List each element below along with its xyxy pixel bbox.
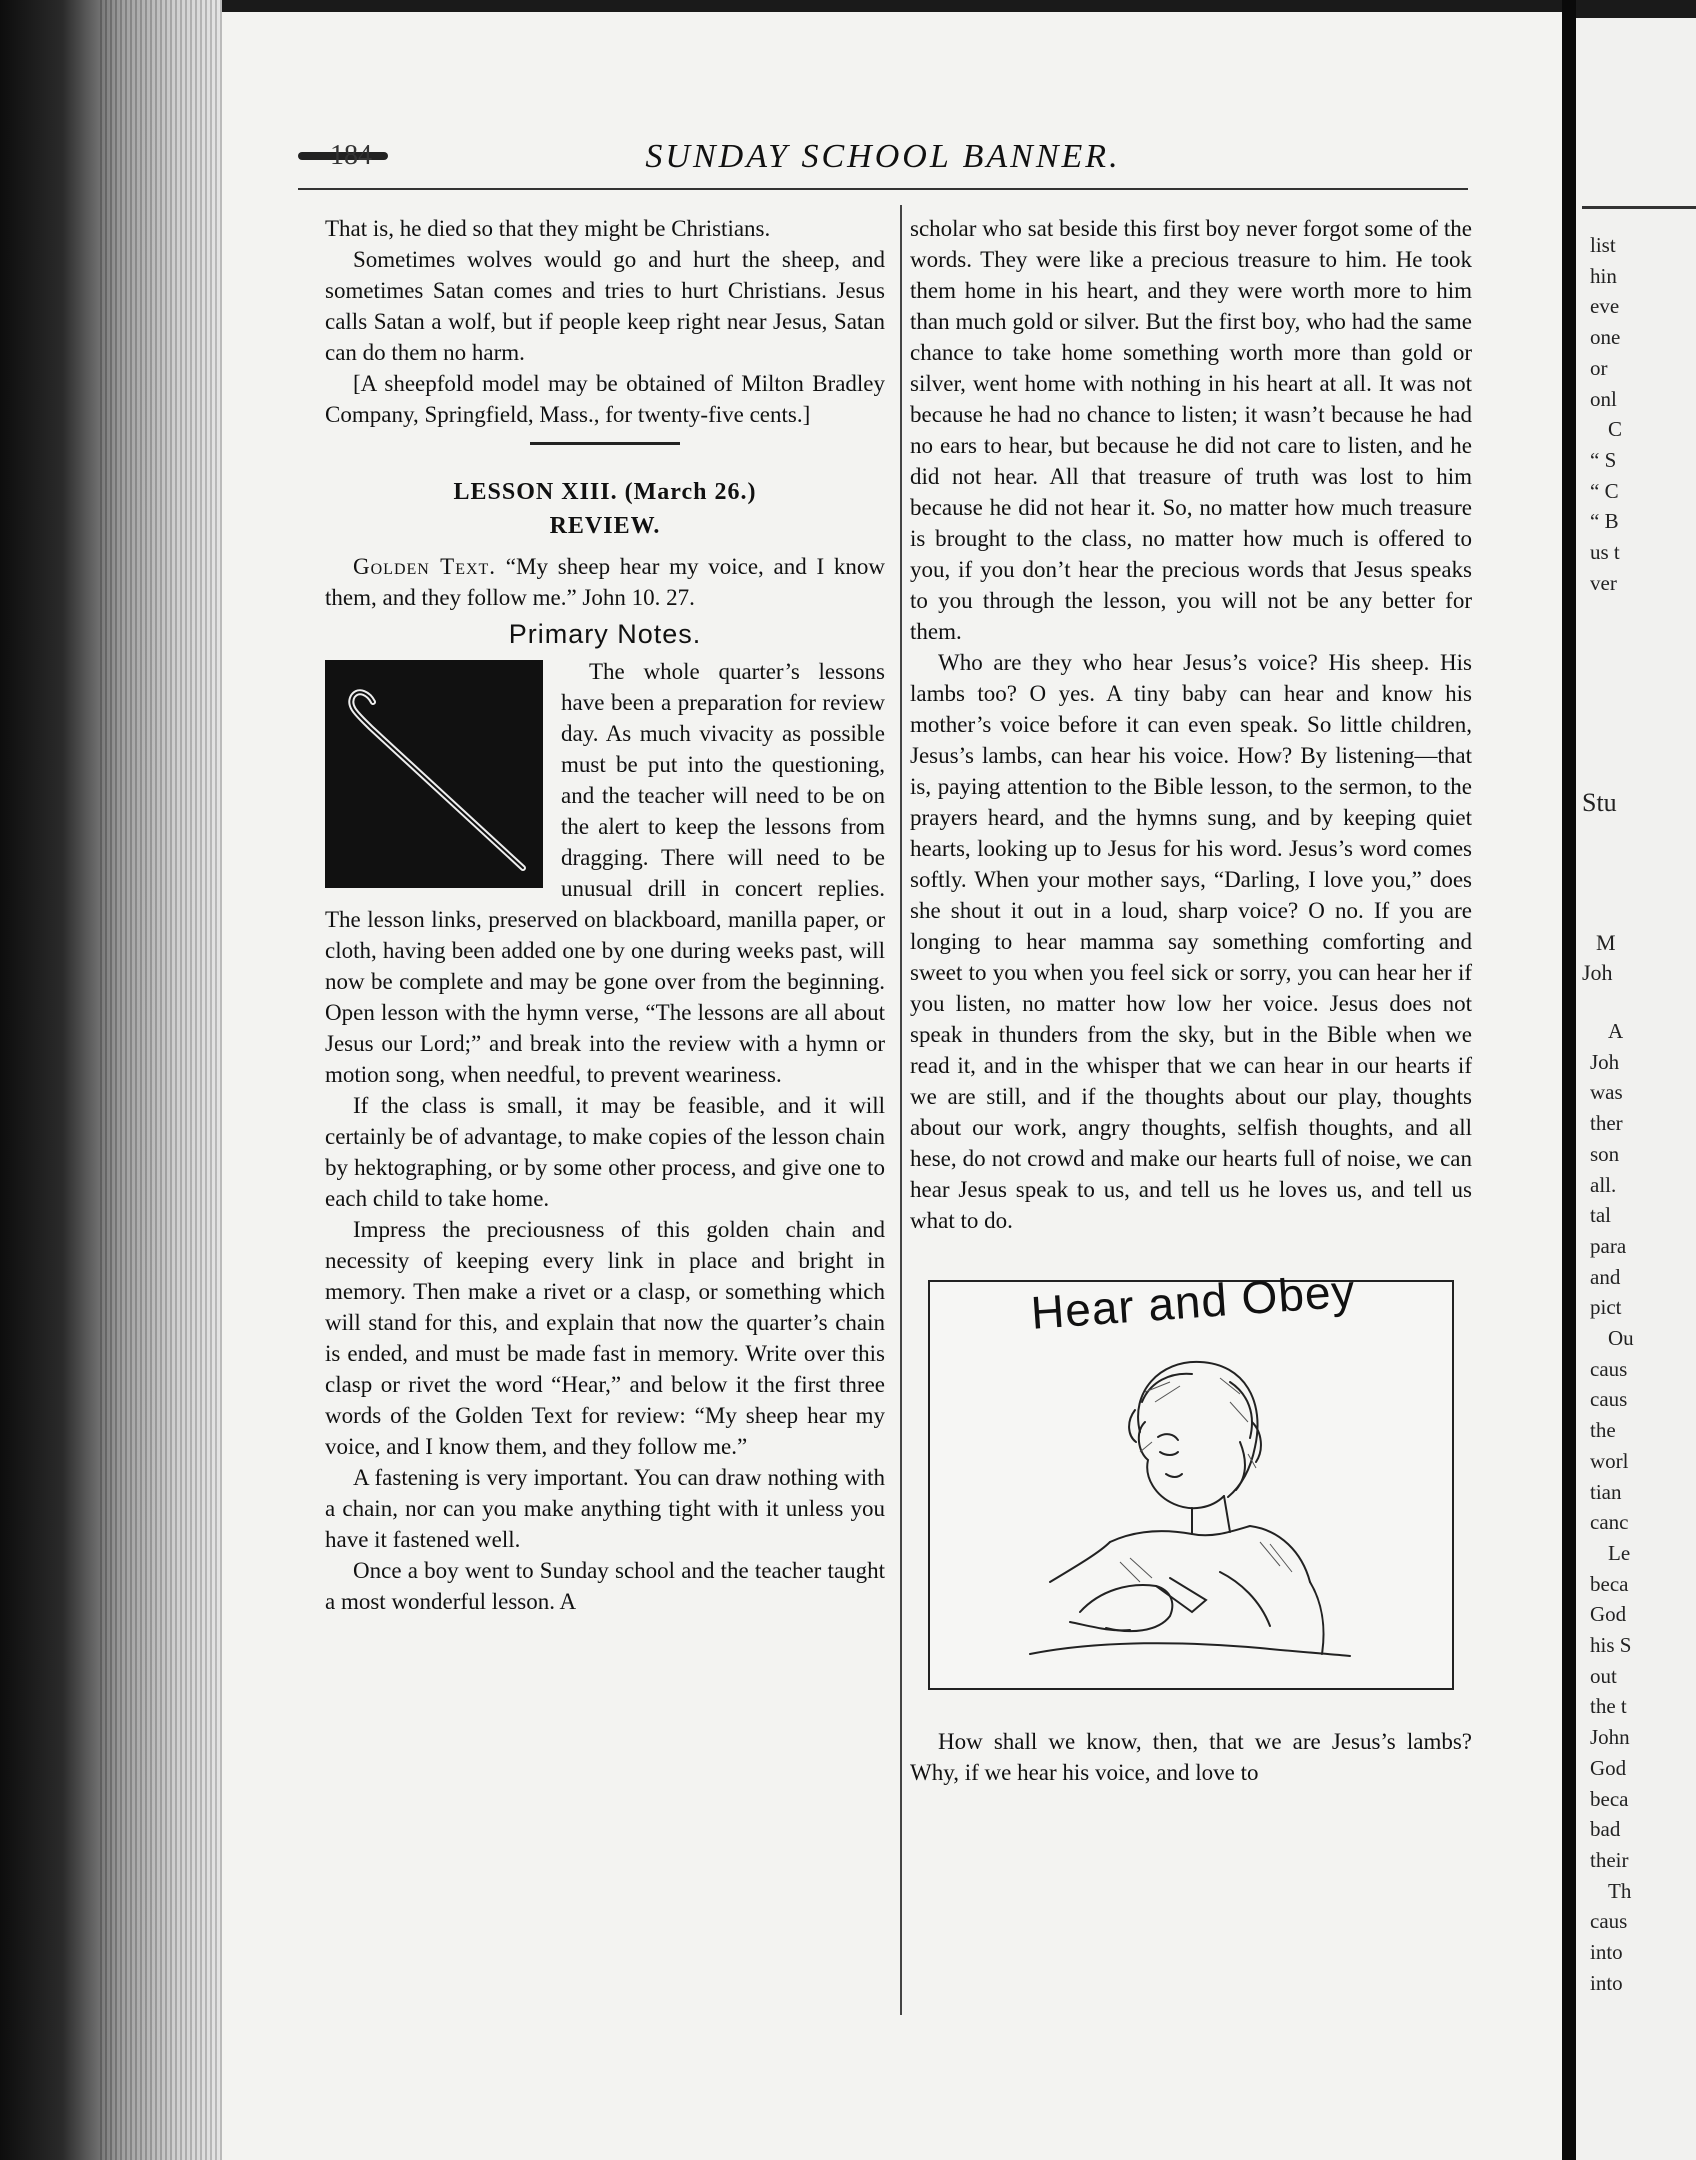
next-page-m: M (1596, 930, 1616, 955)
next-page-joh: Joh (1582, 960, 1613, 985)
column-divider (900, 205, 902, 2015)
page-number: 184 (330, 140, 372, 171)
paragraph: Impress the preciousness of this golden chain and necessity of keeping every link in place and bright in memory. Then make a rivet or a clasp, or something which will stand for this, and explain that now the quarter’s chain is ended, and must be made fast in memory. Write over this clasp or rivet the word “Hear,” and below it the first three words of the Golden Text for review: “My sheep hear my voice, and I know them, and they follow me.” (325, 1217, 885, 1459)
girl-reading-drawing (930, 1282, 1452, 1688)
section-divider (530, 442, 680, 445)
paragraph: scholar who sat beside this first boy never forgot some of the words. They were like a precious treasure to him. He took them home in his heart, and they were worth more to him than much gold or silver. But the first boy, who had the same chance to take home something worth more than gold or silver, went home with nothing in his heart at all. It was not because he had no chance to listen; it wasn’t because he had no ears to hear, but because he did not care to listen, and he did not hear. All that treasure of truth was lost to him because he did not hear it. So, no matter how much treasure is brought to the class, no matter how much is offered to you, if you don’t hear the precious words that Jesus speaks to you through the lesson, you will not be any better for them. (910, 216, 1472, 644)
paragraph: If the class is small, it may be feasible, and it will certainly be of advantage, to make copies of the lesson chain by hektographing, or by some other process, and give one to each child to take home. (325, 1093, 885, 1211)
page-header (298, 130, 1468, 186)
golden-text (325, 551, 885, 613)
book-page-edge (0, 0, 222, 2160)
illustration-title: Hear and Obey (1029, 1264, 1358, 1339)
hear-and-obey-illustration (928, 1264, 1454, 1690)
paragraph: The whole quarter’s lessons have been a preparation for review day. As much vivacity as possible must be put into the questioning, and the teacher will need to be on the alert to keep the lessons from dragging. There will need to be unusual drill in concert replies. The lesson links, preserved on blackboard, manilla paper, or cloth, having been added one by one during weeks past, will now be complete and may be gone over from the beginning. Open lesson with the hymn verse, “The lessons are all about Jesus our Lord;” and break into the review with a hymn or motion song, when needful, to prevent weariness. (325, 659, 885, 1087)
section-heading: Primary Notes. (508, 619, 702, 649)
shepherd-crook-icon (325, 660, 543, 888)
golden-text-quote: “My sheep hear my voice, and I know them, and they follow me.” John 10. 27. (325, 554, 886, 610)
running-title: SUNDAY SCHOOL BANNER. (645, 138, 1121, 175)
next-page-fragment (1576, 18, 1696, 2160)
lesson-subheading: REVIEW. (549, 513, 661, 539)
paragraph: Sometimes wolves would go and hurt the sheep, and sometimes Satan comes and tries to hurt Christians. Jesus calls Satan a wolf, but if people keep right near Jesus, Satan can do them no harm. (325, 247, 885, 365)
next-page-text-bottom: A Joh was ther son all. tal para and pict Ou caus caus the worl tian canc Le beca God his S out the t John God beca bad their Th caus into into (1590, 1019, 1634, 1995)
paragraph: That is, he died so that they might be Christians. (325, 216, 771, 241)
paragraph: Once a boy went to Sunday school and the teacher taught a most wonderful lesson. A (325, 1558, 885, 1614)
paragraph: [A sheepfold model may be obtained of Milton Bradley Company, Springfield, Mass., for twenty-five cents.] (325, 371, 885, 427)
paragraph: Who are they who hear Jesus’s voice? His sheep. His lambs too? O yes. A tiny baby can hear and know his mother’s voice before it can even speak. So little children, Jesus’s lambs, can hear his voice. How? By listening—that is, paying attention to the Bible lesson, to the sermon, to the prayers heard, and the hymns sung, and by keeping quiet hearts, looking up to Jesus for his word. Jesus’s word comes softly. When your mother says, “Darling, I love you,” does she shout it out in a loud, sharp voice? O no. If you are longing to hear mamma say something comforting and sweet to you when you feel sick or sorry, you can hear her if you listen, no matter how low her voice. Jesus does not speak in thunders from the sky, but in the Bible when we read it, and in the whisper that we can hear in our hearts if we are still, and if the thoughts about our play, thoughts about our work, angry thoughts, selfish thoughts, and all hese, do not crowd and make our hearts full of noise, we can hear Jesus speak to us, and tell us he loves us, and tell us what to do. (910, 650, 1472, 1233)
right-column (910, 213, 1472, 1788)
paragraph: A fastening is very important. You can draw nothing with a chain, nor can you make anything tight with it unless you have it fastened well. (325, 1465, 885, 1552)
next-page-stu: Stu (1582, 788, 1617, 817)
header-rule (298, 188, 1468, 190)
left-column (325, 213, 885, 1617)
golden-text-label: Golden Text. (353, 554, 497, 579)
paragraph: How shall we know, then, that we are Jesus’s lambs? Why, if we hear his voice, and love to (910, 1729, 1472, 1785)
next-page-text-top: list hin eve one or onl C “ S “ C “ B us t ver (1590, 233, 1623, 595)
book-gutter (1562, 0, 1576, 2160)
lesson-heading: LESSON XIII. (March 26.) (453, 479, 757, 505)
